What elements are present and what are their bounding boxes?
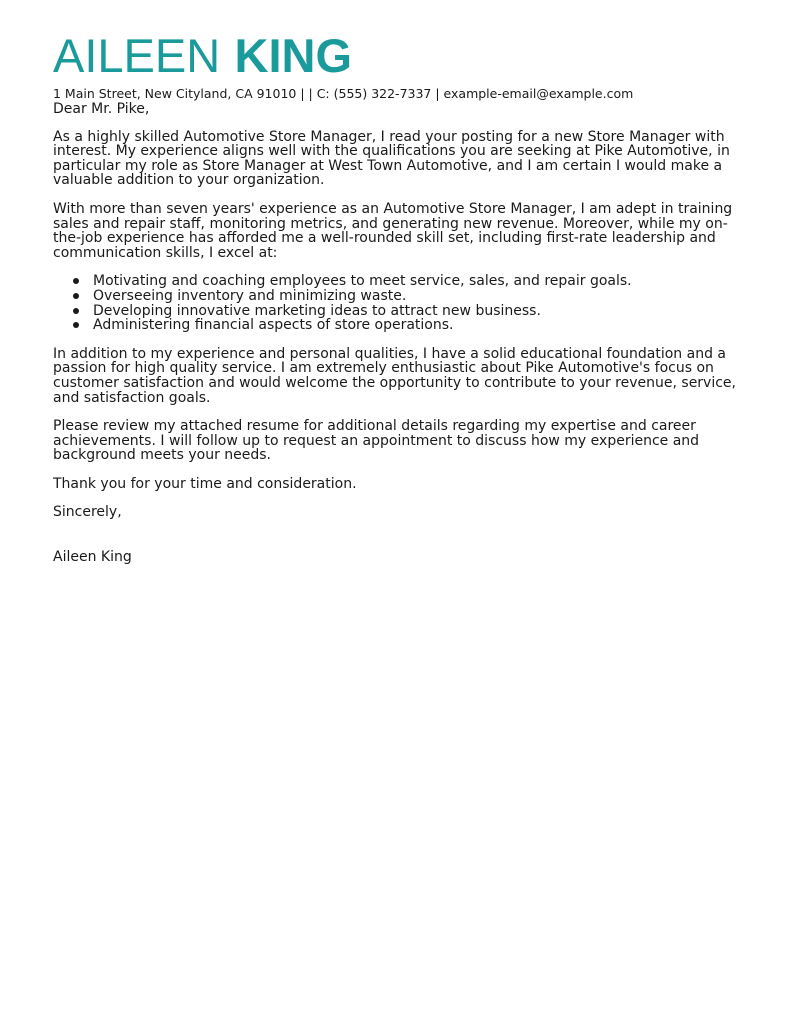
bullet-icon bbox=[73, 322, 79, 328]
paragraph-intro: As a highly skilled Automotive Store Manager, I read your posting for a new Store Manager with interest. My experience aligns well with the qualifications you are seeking at Pike Automotive, in particular my role as Store Manager at West Town Automotive, and I am certain I would make a valuable addition to your organization. bbox=[53, 128, 730, 189]
signature-name: Aileen King bbox=[53, 549, 132, 566]
salutation: Dear Mr. Pike, bbox=[53, 101, 150, 117]
list-item bbox=[53, 304, 753, 319]
first-name: AILEEN bbox=[53, 29, 221, 82]
contact-line: 1 Main Street, New Cityland, CA 91010 | | C: (555) 322-7337 | example-email@example.com bbox=[53, 86, 634, 101]
bullet-icon bbox=[73, 308, 79, 314]
signoff: Sincerely, bbox=[53, 504, 122, 521]
bullet-icon bbox=[73, 293, 79, 299]
list-item-text: Developing innovative marketing ideas to attract new business. bbox=[93, 302, 541, 319]
list-item-text: Motivating and coaching employees to meet service, sales, and repair goals. bbox=[93, 273, 632, 290]
list-item-text: Overseeing inventory and minimizing waste. bbox=[93, 287, 407, 304]
paragraph-followup: Please review my attached resume for additional details regarding my expertise and career achievements. I will follow up to request an appointment to discuss how my experience and background meets your needs. bbox=[53, 418, 700, 464]
paragraph-education: In addition to my experience and personal qualities, I have a solid educational foundation and a passion for high quality service. I am extremely enthusiastic about Pike Automotive's focus on customer satisfaction and would welcome the opportunity to contribute to your revenue, service, and satisfaction goals. bbox=[53, 345, 736, 406]
skills-list bbox=[53, 274, 753, 332]
cover-letter bbox=[53, 30, 753, 565]
list-item-text: Administering financial aspects of store operations. bbox=[93, 317, 454, 334]
last-name: KING bbox=[234, 29, 353, 82]
applicant-name bbox=[53, 30, 753, 84]
bullet-icon bbox=[73, 278, 79, 284]
closing-line: Thank you for your time and consideration. bbox=[53, 475, 357, 492]
list-item bbox=[53, 318, 753, 333]
list-item bbox=[53, 274, 753, 289]
paragraph-experience: With more than seven years' experience as an Automotive Store Manager, I am adept in training sales and repair staff, monitoring metrics, and generating new revenue. Moreover, while my on-the-job experience has afforded me a well-rounded skill set, including first-rate leadership and communication skills, I excel at: bbox=[53, 200, 733, 261]
list-item bbox=[53, 289, 753, 304]
